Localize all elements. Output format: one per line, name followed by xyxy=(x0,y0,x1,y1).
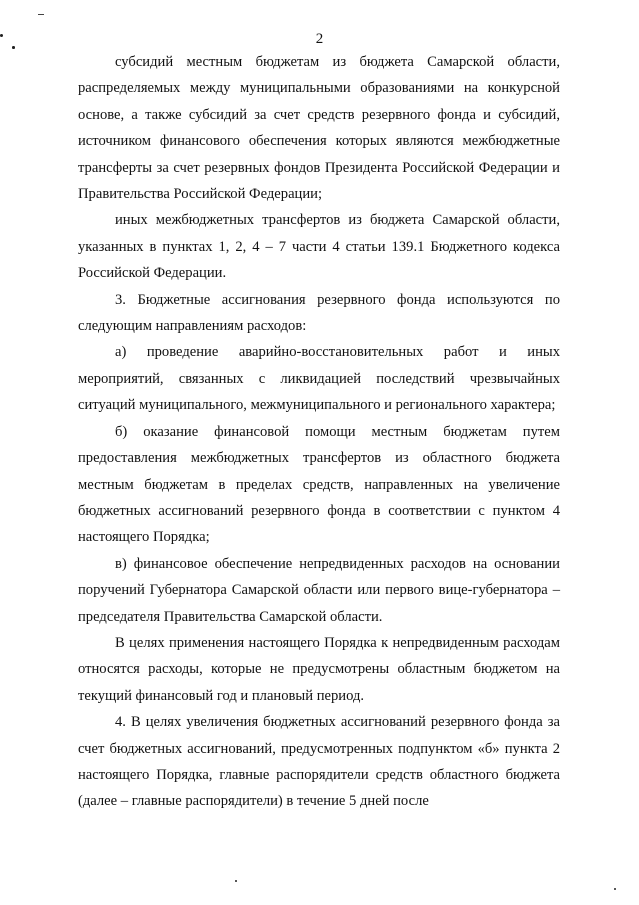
paragraph-item-3v: в) финансовое обеспечение непредвиденных расходов на основании поручений Губернатора Самарской области или первого вице-губернатора – председателя Правительства Самарской области. xyxy=(78,555,560,625)
paragraph-item-3b: б) оказание финансовой помощи местным бюджетам путем предоставления межбюджетных трансфертов из областного бюджета местным бюджетам в пределах средств, направленных на увеличение бюджетных ассигнований резервного фонда в соответствии с пунктом 4 настоящего Порядка; xyxy=(78,423,560,546)
paragraph-item-3a: а) проведение аварийно-восстановительных работ и иных мероприятий, связанных с ликвидацией последствий чрезвычайных ситуаций муниципального, межмуниципального и регионального характера; xyxy=(78,344,560,414)
scan-mark xyxy=(38,14,44,15)
paragraph-other-transfers: иных межбюджетных трансфертов из бюджета Самарской области, указанных в пунктах 1, 2, 4 – 7 части 4 статьи 139.1 Бюджетного кодекса Российской Федерации. xyxy=(78,212,560,282)
paragraph-subsidies: субсидий местным бюджетам из бюджета Самарской области, распределяемых между муниципальными образованиями на конкурсной основе, а также субсидий за счет средств резервного фонда и субсидий, источником финансового обеспечения которых являются межбюджетные трансферты за счет резервных фондов Президента Российской Федерации и Правительства Российской Федерации; xyxy=(78,54,560,203)
page-number: 2 xyxy=(315,31,324,47)
paragraph-item-3: 3. Бюджетные ассигнования резервного фонда используются по следующим направлениям расходов: xyxy=(78,291,560,335)
scan-mark xyxy=(614,888,616,890)
document-body xyxy=(78,49,560,815)
paragraph-unforeseen-expenses: В целях применения настоящего Порядка к непредвиденным расходам относятся расходы, которые не предусмотрены областным бюджетом на текущий финансовый год и плановый период. xyxy=(78,634,560,704)
scan-mark xyxy=(235,880,237,882)
paragraph-item-4: 4. В целях увеличения бюджетных ассигнований резервного фонда за счет бюджетных ассигнований, предусмотренных подпунктом «б» пункта 2 настоящего Порядка, главные распорядители средств областного бюджета (далее – главные распорядители) в течение 5 дней после xyxy=(78,714,560,810)
